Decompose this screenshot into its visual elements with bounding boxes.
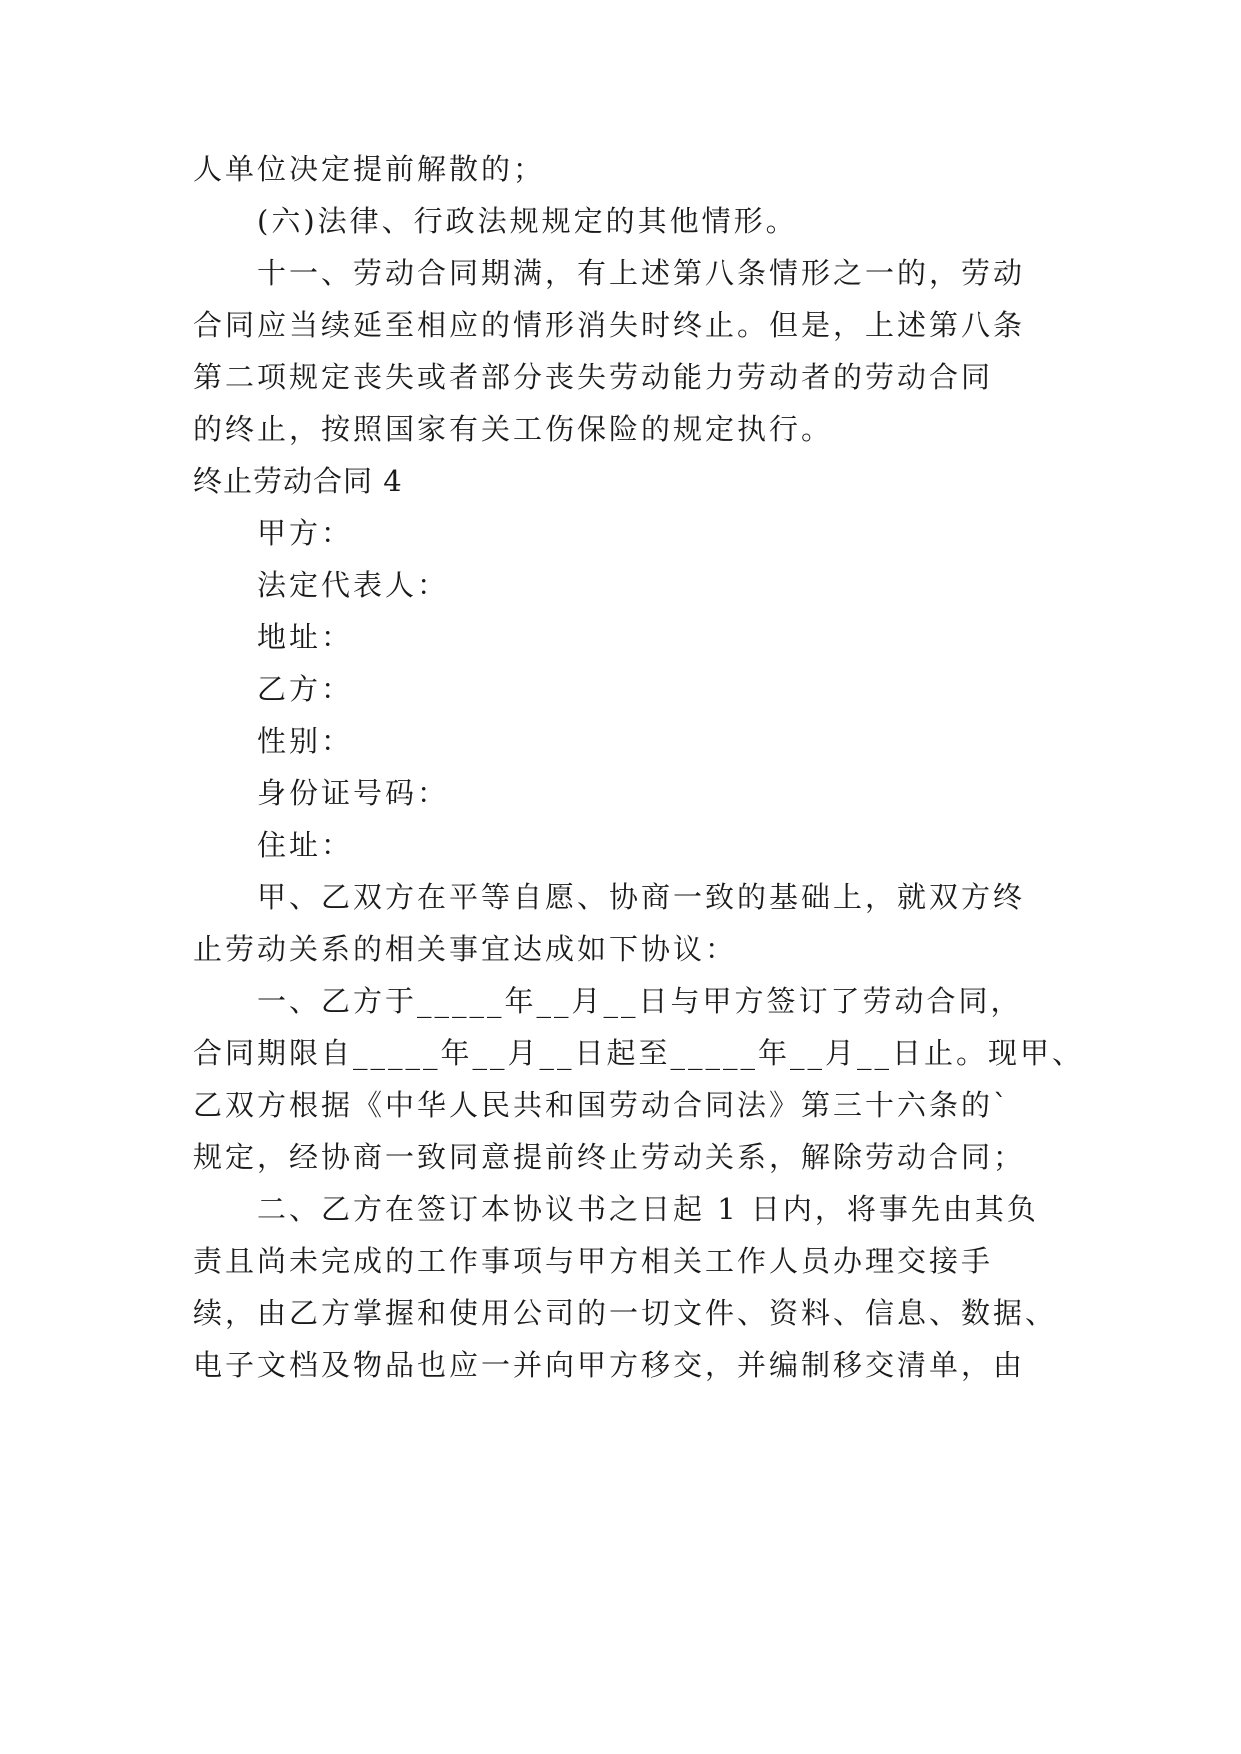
paragraph-line: (六)法律、行政法规规定的其他情形。 xyxy=(257,204,798,238)
paragraph-line: 人单位决定提前解散的； xyxy=(193,152,546,186)
paragraph-line: 一、乙方于_____年__月__日与甲方签订了劳动合同， xyxy=(257,984,1023,1018)
legal-representative-label: 法定代表人： xyxy=(257,568,450,602)
paragraph-line: 合同应当续延至相应的情形消失时终止。但是，上述第八条 xyxy=(193,308,1026,342)
section-heading: 终止劳动合同 4 xyxy=(193,464,403,498)
party-a-label: 甲方： xyxy=(257,516,354,550)
paragraph-line: 续，由乙方掌握和使用公司的一切文件、资料、信息、数据、 xyxy=(193,1296,1058,1330)
paragraph-line: 止劳动关系的相关事宜达成如下协议： xyxy=(193,932,738,966)
paragraph-line: 第二项规定丧失或者部分丧失劳动能力劳动者的劳动合同 xyxy=(193,360,994,394)
paragraph-line: 乙双方根据《中华人民共和国劳动合同法》第三十六条的` xyxy=(193,1088,1011,1122)
paragraph-line: 甲、乙双方在平等自愿、协商一致的基础上，就双方终 xyxy=(257,880,1026,914)
paragraph-line: 规定，经协商一致同意提前终止劳动关系，解除劳动合同； xyxy=(193,1140,1026,1174)
paragraph-line: 二、乙方在签订本协议书之日起 1 日内，将事先由其负 xyxy=(257,1192,1039,1226)
paragraph-line: 责且尚未完成的工作事项与甲方相关工作人员办理交接手 xyxy=(193,1244,994,1278)
id-number-label: 身份证号码： xyxy=(257,776,450,810)
paragraph-line: 十一、劳动合同期满，有上述第八条情形之一的，劳动 xyxy=(257,256,1026,290)
party-b-label: 乙方： xyxy=(257,672,354,706)
gender-label: 性别： xyxy=(257,724,354,758)
residence-label: 住址： xyxy=(257,828,354,862)
paragraph-line: 合同期限自_____年__月__日起至_____年__月__日止。现甲、 xyxy=(193,1036,1085,1070)
address-label: 地址： xyxy=(257,620,354,654)
paragraph-line: 的终止，按照国家有关工伤保险的规定执行。 xyxy=(193,412,834,446)
paragraph-line: 电子文档及物品也应一并向甲方移交，并编制移交清单，由 xyxy=(193,1348,1026,1382)
